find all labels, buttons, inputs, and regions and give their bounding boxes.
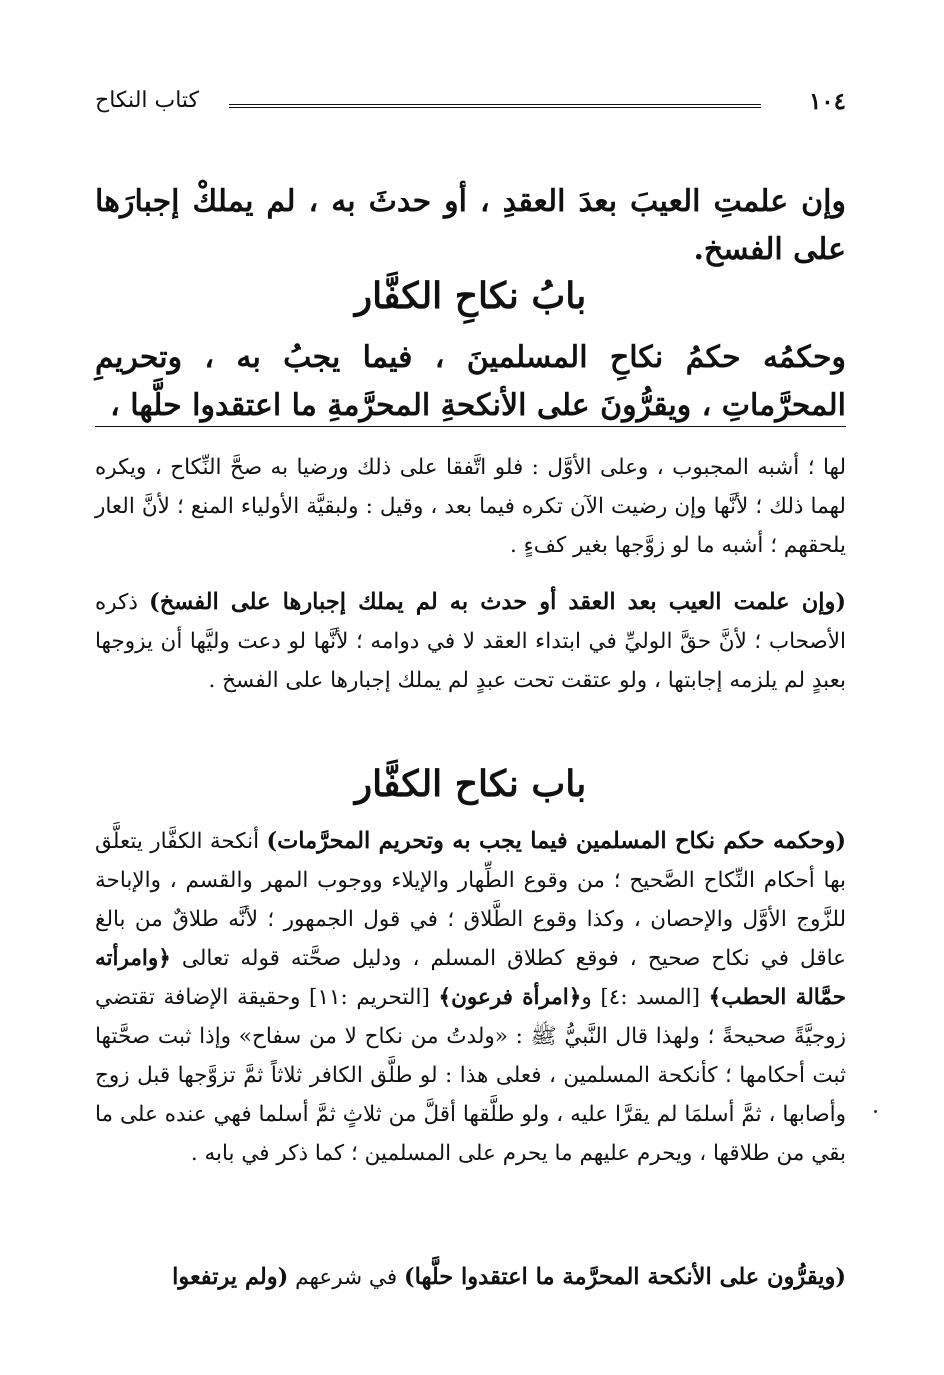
chapter-heading-2: باب نكاح الكفَّار [354,763,587,805]
matn-text-2: وحكمُه حكمُ نكاحِ المسلمينَ ، فيما يجبُ به ، وتحريمِ المحرَّماتِ ، ويقرُّونَ على الأنكحةِ المحرَّمةِ ما اعتقدوا حلَّها ، [95,340,846,423]
commentary-text: أنكحة الكفَّار يتعلَّق بها أحكام النِّكاح الصَّحيح ؛ من وقوع الطِّهار والإيلاء ووجوب المهر والقسم ، والإباحة للزَّوج الأوَّل والإحصان ، وكذا وقوع الطَّلاق ؛ في قول الجمهور ؛ لأنَّه طلاقٌ من بالغ عاقل في نكاح صحيح ، فوقع كطلاق المسلم ، ودليل صحَّته قوله تعالى [95,829,846,971]
running-header [95,88,846,128]
quran-verse: ﴿امرأة فرعون﴾ [438,985,582,1010]
page-number: ١٠٤ [808,88,846,115]
book-title: كتاب النكاح [95,88,200,113]
commentary-text: ذكره الأصحاب ؛ لأنَّ حقَّ الوليِّ في ابتداء العقد لا في دوامه ؛ لأنَّها لو دعت وليَّها أن يزوجها بعبدٍ لم يلزمه إجابتها ، ولو عتقت تحت عبدٍ لم يملك إجبارها على الفسخ . [95,590,846,693]
commentary-paragraph-1: لها ؛ أشبه المجبوب ، وعلى الأوَّل : فلو اتَّفقا على ذلك ورضيا به صحَّ النِّكاح ، ويكره لهما ذلك ؛ لأنَّها وإن رضيت الآن تكره فيما بعد ، وقيل : ولبقيَّة الأولياء المنع ؛ لأنَّ العار يلحقهم ؛ أشبه ما لو زوَّجها بغير كفءٍ . [95,455,846,558]
commentary-text: وحقيقة الإضافة تقتضي زوجيَّةً صحيحةً ؛ ولهذا قال النَّبيُّ ﷺ : «ولدتُ من نكاح لا من سفاح» وإذا ثبت صحَّتها ثبت أحكامها ؛ كأنكحة المسلمين ، فعلى هذا : لو طلَّق الكافر ثلاثاً ثمَّ تزوَّجها قبل زوج وأصابها ، ثمَّ أسلمَا لم يقرَّا عليه ، ولو طلَّقها أقلَّ من ثلاثٍ ثمَّ أسلما فهي عنده على ما بقي من طلاقها ، ويحرم عليهم ما يحرم على المسلمين ؛ كما ذكر في بابه . [95,985,846,1166]
commentary-text: في شرعهم [295,1265,398,1290]
commentary-paragraph-2 [95,583,846,700]
conjunction: و [581,985,592,1010]
quoted-matn: (وإن علمت العيب بعد العقد أو حدث به لم يملك إجبارها على الفسخ) [149,589,846,615]
verse-reference: [المسد :٤] [600,985,701,1010]
verse-reference: [التحريم :١١] [309,985,430,1010]
commentary-paragraph-4 [95,1258,846,1297]
quran-verse: ﴿وامرأته حمَّالة الحطب﴾ [95,946,847,1010]
matn-text-1: وإن علمتِ العيبَ بعدَ العقدِ ، أو حدثَ به ، لم يملكْ إجبارَها على الفسخ. [95,184,846,267]
matn-commentary-separator [95,426,846,427]
quoted-matn: (وحكمه حكم نكاح المسلمين فيما يجب به وتحريم المحرَّمات) [266,828,846,854]
quoted-matn: (ولم يرتفعوا [172,1264,289,1290]
scan-speck [874,1110,877,1113]
quoted-matn: (ويقرُّون على الأنكحة المحرَّمة ما اعتقدوا حلَّها) [403,1264,846,1290]
commentary-paragraph-3 [95,822,846,1173]
chapter-heading-1: بابُ نكاحِ الكفَّار [354,275,587,317]
header-rule [229,104,761,108]
